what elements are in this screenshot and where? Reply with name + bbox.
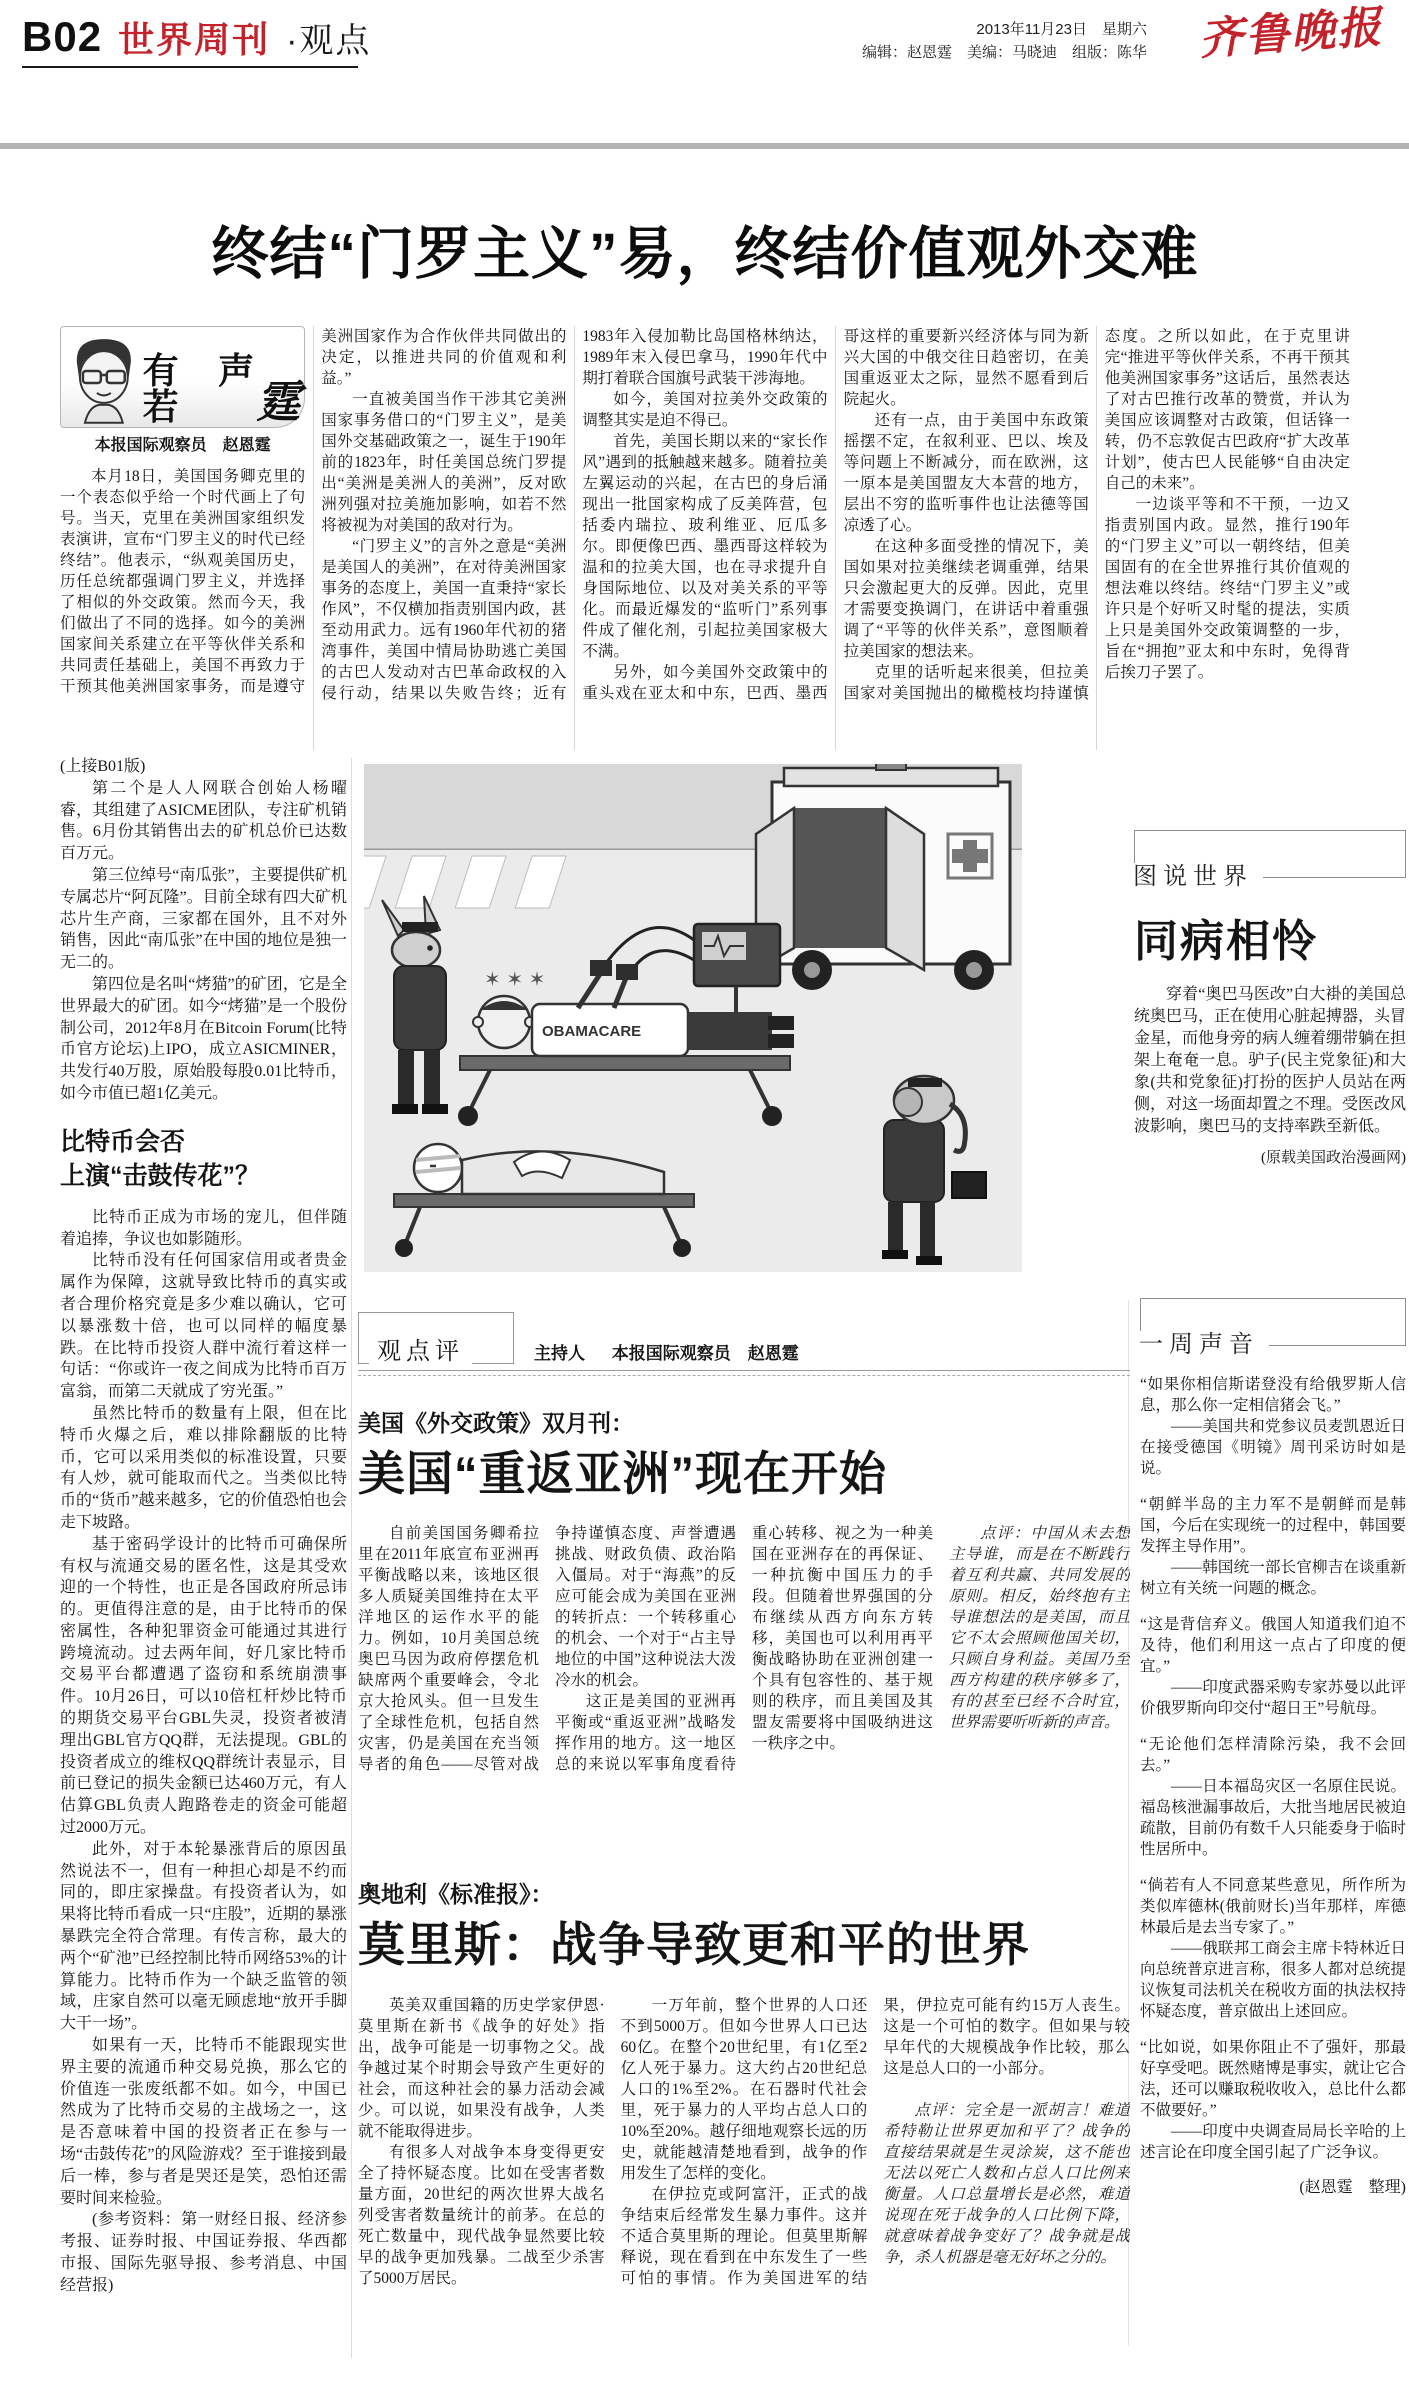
bitcoin-references: (参考资料：第一财经日报、经济参考报、证券时报、中国证券报、华西都市报、国际先驱导报、参考消息、中国经营报) <box>60 2211 347 2294</box>
picture-world-body <box>1134 984 1406 1138</box>
bitcoin-paragraph: 第二个是人人网联合创始人杨曜睿，其组建了ASICME团队，专注矿机销售。6月份其销售出去的矿机总价已达数百万元。 <box>60 779 347 863</box>
columnist-byline: 本报国际观察员 赵恩霆 <box>94 437 271 454</box>
host-name: 本报国际观察员 赵恩霆 <box>611 1344 799 1363</box>
bitcoin-paragraph: 虽然比特币的数量有上限，但在比特币火爆之后，难以排除翻版的比特币，它可以采用类似的标准设置，只要有人炒，就可能取而代之。当类似比特币的“货币”越来越多，它的价值恐怕也会走下坡路。 <box>60 1404 347 1531</box>
compiled-by: (赵恩霆 整理) <box>1299 2179 1406 2196</box>
article-paragraph: 英美双重国籍的历史学家伊恩·莫里斯在新书《战争的好处》指出，战争可能是一切事物之父。战争越过某个时期会导致产生更好的社会，而这种社会的暴力活动会减少。可以说，如果没有战争，人类就不能取得进步。 <box>358 1996 605 2140</box>
voice-attribution: ——俄联邦工商会主席卡特林近日向总统普京进言称，很多人都对总统提议恢复司法机关在税收方面的执法权持怀疑态度，普京做出上述回应。 <box>1140 1940 1406 2020</box>
bitcoin-paragraph: 此外，对于本轮暴涨背后的原因虽然说法不一，但有一种担心却是不约而同的，即庄家操盘。有投资者认为，如果将比特币看成一只“庄股”，近期的暴涨暴跌完全符合常理。有传言称，最大的两个“矿池”已经控制比特币网络53%的计算能力。比特币作为一个缺乏监管的领域，庄家自然可以毫无顾虑地“放开手脚大干一场”。 <box>60 1840 347 2033</box>
week-voices-label-box <box>1139 1298 1406 1359</box>
article-kicker: 美国《外交政策》双月刊： <box>358 1411 634 1436</box>
header-meta <box>862 18 1147 64</box>
article-paragraph: 有很多人对战争本身变得更安全了持怀疑态度。比如在受害者数量方面，20世纪的两次世界大战名列受害者数量统计的前茅。在总的死亡数量中，现代战争显然要比较早的战争更加残暴。二战至少杀害了5000万居民。 <box>358 2143 605 2287</box>
article-headline: 美国“重返亚洲”现在开始 <box>358 1446 887 1500</box>
page-header <box>22 13 372 60</box>
picture-world-label: 图说世界 <box>1123 863 1263 892</box>
column-rule <box>351 758 352 2358</box>
voice-quote: “倘若有人不同意某些意见，所作所为类似库德林(俄前财长)当年那样，库德林最后是去当专家了。” <box>1140 1877 1406 1936</box>
lead-paragraph: 克里的话听起来很美，但拉美国家对美国抛出的橄榄枝均持谨慎态度。之所以如此，在于克里讲完“推进平等伙伴关系，不再干预其他美洲国家事务”这话后，虽然表达了对古巴推行改革的赞赏，并认为美国应该调整对古政策，但话锋一转，仍不忘敦促古巴政府“扩大改革计划”，使古巴人民能够“自由决定自己的未来”。 <box>843 328 1350 702</box>
section-subtitle: ·观点 <box>286 22 372 60</box>
week-voices-label: 一周声音 <box>1129 1331 1269 1360</box>
voice-quote: “无论他们怎样清除污染，我不会回去。” <box>1140 1736 1406 1774</box>
host-label: 主持人 <box>534 1344 585 1363</box>
lead-paragraph: “门罗主义”的言外之意是“美洲是美国人的美洲”，在对待美洲国家事务的态度上，美国一直秉持“家长作风”，不仅横加指责别国内政，甚至动用武力。远有1960年代初的猪湾事件，美国中情局协助逃亡美国的古巴人发动对古巴革命政权的入侵行动，结果以失败告终；近有1983年入侵加勒比岛国格林纳达，1989年末入侵巴拿马，1990年代中期打着联合国旗号武装干涉海地。 <box>321 328 828 702</box>
article-morris-war <box>358 1881 1130 2354</box>
host-line <box>534 1339 799 1364</box>
bitcoin-subhead: 比特币会否 上演“击鼓传花”？ <box>60 1127 261 1190</box>
dashed-divider <box>358 1375 1130 1376</box>
section-title: 世界周刊 <box>118 19 271 60</box>
bitcoin-paragraph: 基于密码学设计的比特币可确保所有权与流通交易的匿名性，这是其受欢迎的一个特性，也正是各国政府所忌讳的。更值得注意的是，由于比特币的保密属性，各种犯罪资金可能通过其进行跨境流动。过去两年间，好几家比特币交易平台都遭遇了盗窃和系统崩溃事件。10月26日，可以10倍杠杆炒比特币的期货交易平台GBL失灵，投资者被清理出GBL官方QQ群，无法提现。GBL的投资者成立的维权QQ群统计表显示，目前已登记的损失金额已达460万元，有人估算GBL负责人跑路卷走的资金可能超过2000万元。 <box>60 1535 347 1837</box>
picture-world-credit: (原载美国政治漫画网) <box>1261 1150 1406 1167</box>
week-voices-section <box>1140 1298 1406 2198</box>
article-body <box>358 1995 1130 2355</box>
editor-comment: 点评：中国从未去想主导谁，而是在不断践行着互利共赢、共同发展的原则。相反，始终抱有主导谁想法的是美国，而且它不太会照顾他国关切，只顾自身利益。美国乃至西方构建的秩序够多了，有的甚至已经不合时宜，世界需要听听新的声音。 <box>949 1525 1130 1732</box>
bitcoin-paragraph: 第四位是名叫“烤猫”的矿团，它是全世界最大的矿团。如今“烤猫”是一个股份制公司，2012年8月在Bitcoin Forum(比特币官方论坛)上IPO，成立ASICMINER，共发行40万股，原始股每股0.01比特币，如今市值已超1亿美元。 <box>60 975 347 1102</box>
columnist-logo-row <box>60 326 305 428</box>
voice-quote: “朝鲜半岛的主力军不是朝鲜而是韩国，今后在实现统一的过程中，韩国要发挥主导作用”。 <box>1140 1496 1406 1555</box>
ambulance <box>756 764 1010 990</box>
bitcoin-paragraph: 第三位绰号“南瓜张”，主要提供矿机专属芯片“阿瓦隆”。目前全球有四大矿机芯片生产商，三家都在国外，且不对外销售，因此“南瓜张”在中国的地位是独一无二的。 <box>60 866 347 972</box>
editor-comment: 点评：完全是一派胡言！难道希特勒让世界更加和平了？战争的直接结果就是生灵涂炭，这不能也无法以死亡人数和占总人口比例来衡量。人口总量增长是必然，难道说现在死于战争的人口比例下降，就意味着战争变好了？战争就是战争，杀人机器是毫无好坏之分的。 <box>883 2101 1130 2266</box>
article-paragraph: 一万年前，整个世界的人口还不到5000万。但如今世界人口已达60亿。在整个20世纪里，有1亿至2亿人死于暴力。这大约占20世纪总人口的1%至2%。在石器时代社会里，死于暴力的人平均占总人口的10%至20%。越仔细地观察长远的历史，就能越清楚地看到，战争的作用发生了怎样的变化。 <box>620 1996 868 2182</box>
lead-headline: 终结“门罗主义”易，终结价值观外交难 <box>211 222 1199 287</box>
article-paragraph: 自前美国国务卿希拉里在2011年底宣布亚洲再平衡战略以来，该地区很多人质疑美国维持在太平洋地区的运作水平的能力。例如，10月美国总统奥巴马因为政府停摆危机缺席两个重要峰会，令北京大抢风头。但一旦发生了全球性危机，包括自然灾害，仍是美国在充当领导者的角色——尽管对战争持谨慎态度、声誉遭遇挑战、财政负债、政治陷入僵局。对于“海燕”的反应可能会成为美国在亚洲的转折点：一个转移重心的机会、一个对于“占主导地位的中国”这种说法大泼冷水的机会。 <box>358 1525 736 1774</box>
voice-attribution: ——韩国统一部长官柳吉在谈重新树立有关统一问题的概念。 <box>1140 1559 1406 1597</box>
lead-paragraph: 一直被美国当作干涉其它美洲国家事务借口的“门罗主义”，是美国外交基础政策之一，诞生于190年前的1823年，时任美国总统门罗提出“美洲是美洲人的美洲”，反对欧洲列强对拉美施加影响，如若不然将被视为对美国的敌对行为。 <box>321 391 567 534</box>
continued-from-note: (上接B01版) <box>60 758 146 775</box>
opinion-review-label-box <box>358 1312 514 1364</box>
picture-world-section <box>1134 830 1406 1167</box>
voice-attribution: ——印度中央调查局局长辛哈的上述言论在印度全国引起了广泛争议。 <box>1140 2123 1406 2161</box>
obamacare-label: OBAMACARE <box>542 1023 642 1040</box>
columnist-logo: 有声若 <box>142 350 257 427</box>
picture-world-headline: 同病相怜 <box>1134 917 1318 966</box>
svg-text:✶ ✶ ✶: ✶ ✶ ✶ <box>484 969 546 991</box>
bitcoin-paragraph: 比特币正成为市场的宠儿，但伴随着追捧，争议也如影随形。 <box>60 1208 347 1248</box>
voice-attribution: ——日本福岛灾区一名原住民说。福岛核泄漏事故后，大批当地居民被迫疏散，目前仍有数千人只能委身于临时性居所中。 <box>1140 1778 1406 1858</box>
divider-bar <box>0 143 1409 149</box>
columnist-card <box>60 326 305 454</box>
bitcoin-article-column <box>60 756 347 2364</box>
opinion-review-label: 观点评 <box>369 1338 472 1367</box>
bitcoin-paragraph: 如果有一天，比特币不能跟现实世界主要的流通币种交易兑换，那么它的价值连一张废纸都不如。如今，中国已然成为了比特币交易的主战场之一，这是否意味着中国的投资者正在参与一场“击鼓传花”的风险游戏？至于谁接到最后一棒，参与者是哭还是笑，恐怕还需要时间来检验。 <box>60 2037 347 2207</box>
page-number: B02 <box>22 13 103 60</box>
lead-paragraph: 首先，美国长期以来的“家长作风”遇到的抵触越来越多。随着拉美左翼运动的兴起，在古巴的身后涌现出一批国家构成了反美阵营，包括委内瑞拉、玻利维亚、厄瓜多尔。即便像巴西、墨西哥这样较为温和的拉美大国，也在寻求提升自身国际地位、以及对美关系的平等化。而最近爆发的“监听门”系列事件成了催化剂，引起拉美国家极大不满。 <box>582 433 828 660</box>
date-line: 2013年11月23日 星期六 <box>976 21 1147 38</box>
opinion-review-header <box>358 1312 1130 1371</box>
opinion-review-section <box>358 1312 1130 2355</box>
columnist-logo-calligraphy: 霆 <box>256 378 301 427</box>
header-underline <box>22 66 358 68</box>
voice-attribution: ——印度武器采购专家苏曼以此评价俄罗斯向印交付“超日王”号航母。 <box>1140 1679 1406 1717</box>
editorial-cartoon <box>364 764 1022 1272</box>
lead-paragraph: 本月18日，美国国务卿克里的一个表态似乎给一个时代画上了句号。当天，克里在美洲国家组织发表演讲，宣布“门罗主义的时代已经终结”。他表示，“纵观美国历史，历任总统都强调门罗主义，并选择了相似的外交政策。然而今天，我们做出了不同的选择。如今的美洲国家间关系建立在平等伙伴关系和共同责任基础上，美国不再致力于干预其他美洲国家事务，而是遵守美洲国家作为合作伙伴共同做出的决定，以推进共同的价值观和利益。” <box>60 328 567 695</box>
lead-paragraph: 一边谈平等和不干预，一边又指责别国内政。显然，推行190年的“门罗主义”可以一朝终结，但美国固有的在全世界推行其价值观的想法难以终结。终结“门罗主义”或许只是个好听又时髦的提法，实质上只是美国外交政策调整的一步，旨在“拥抱”亚太和中东时，免得背后挨刀子罢了。 <box>1104 496 1350 681</box>
voice-quote: “如果你相信斯诺登没有给俄罗斯人信息，那么你一定相信猪会飞。” <box>1140 1376 1406 1414</box>
lead-paragraph: 在这种多面受挫的情况下，美国如果对拉美继续老调重弹，结果只会激起更大的反弹。因此，克里才需要变换调门，在讲话中着重强调了“平等的伙伴关系”，意图顺着拉美国家的想法来。 <box>843 538 1089 660</box>
picture-world-label-box <box>1133 830 1406 891</box>
lead-paragraph: 如今，美国对拉美外交政策的调整其实是迫不得已。 <box>582 391 828 429</box>
article-body <box>358 1523 1130 1835</box>
voice-attribution: ——美国共和党参议员麦凯恩近日在接受德国《明镜》周刊采访时如是说。 <box>1140 1418 1406 1477</box>
voice-quote: “比如说，如果你阻止不了强奸，那最好享受吧。既然赌博是事实，就让它合法，还可以赚取税收收入，总比什么都不做要好。” <box>1140 2039 1406 2119</box>
lead-paragraph: 还有一点，由于美国中东政策摇摆不定，在叙利亚、巴以、埃及等问题上不断减分，而在欧洲，这一原本是美国盟友大本营的地方，层出不穷的监听事件也让法德等国凉透了心。 <box>843 412 1089 534</box>
lead-paragraph: 另外，如今美国外交政策中的重头戏在亚太和中东，巴西、墨西哥这样的重要新兴经济体与同为新兴大国的中俄交往日趋密切，在美国重返亚太之际，显然不愿看到后院起火。 <box>582 328 1089 702</box>
bitcoin-paragraph: 比特币没有任何国家信用或者贵金属作为保障，这就导致比特币的真实或者合理价格究竟是多少难以确认，它可以暴涨数十倍，也可以同样的幅度暴跌。在比特币投资人群中流行着这样一句话：“你或许一夜之间成为比特币百万富翁，而第二天就成了穷光蛋。” <box>60 1252 347 1401</box>
article-paragraph: 在伊拉克或阿富汗，正式的战争结束后经常发生暴力事件。这并不适合莫里斯的理论。但莫里斯解释说，现在看到在中东发生了一些可怕的事情。作为美国进军的结果，伊拉克可能有约15万人丧生。这是一个可怕的数字。但如果与较早年代的大规模战争作比较，那么这是总人口的一小部分。 <box>620 1996 1130 2287</box>
article-headline: 莫里斯：战争导致更和平的世界 <box>358 1917 1030 1971</box>
article-pivot-to-asia <box>358 1410 1130 1835</box>
staff-line: 编辑：赵恩霆 美编：马晓迪 组版：陈华 <box>861 44 1147 61</box>
columnist-portrait <box>65 333 143 425</box>
voice-quote: “这是背信弃义。俄国人知道我们迫不及待，他们利用这一点占了印度的便宜。” <box>1140 1616 1406 1675</box>
article-paragraph: 这正是美国的亚洲再平衡或“重返亚洲”战略发挥作用的地方。这一地区总的来说以军事角度看待重心转移、视之为一种美国在亚洲存在的再保证、一种抗衡中国压力的手段。但随着世界强国的分布继续从西方向东方转移，美国也可以利用再平衡战略协助在亚洲创建一个具有包容性的、基于规则的秩序，而且美国及其盟友需要将中国吸纳进这一秩序之中。 <box>555 1525 933 1774</box>
lead-article-body <box>60 326 1350 750</box>
article-kicker: 奥地利《标准报》： <box>358 1882 554 1908</box>
picture-world-paragraph: 穿着“奥巴马医改”白大褂的美国总统奥巴马，正在使用心脏起搏器，头冒金星，而他身旁的病人缠着绷带躺在担架上奄奄一息。驴子(民主党象征)和大象(共和党象征)打扮的医护人员站在两侧，对这一场面却置之不理。受医改风波影响，奥巴马的支持率跌至新低。 <box>1134 986 1407 1136</box>
newspaper-masthead: 齐鲁晚报 <box>1197 2 1385 65</box>
